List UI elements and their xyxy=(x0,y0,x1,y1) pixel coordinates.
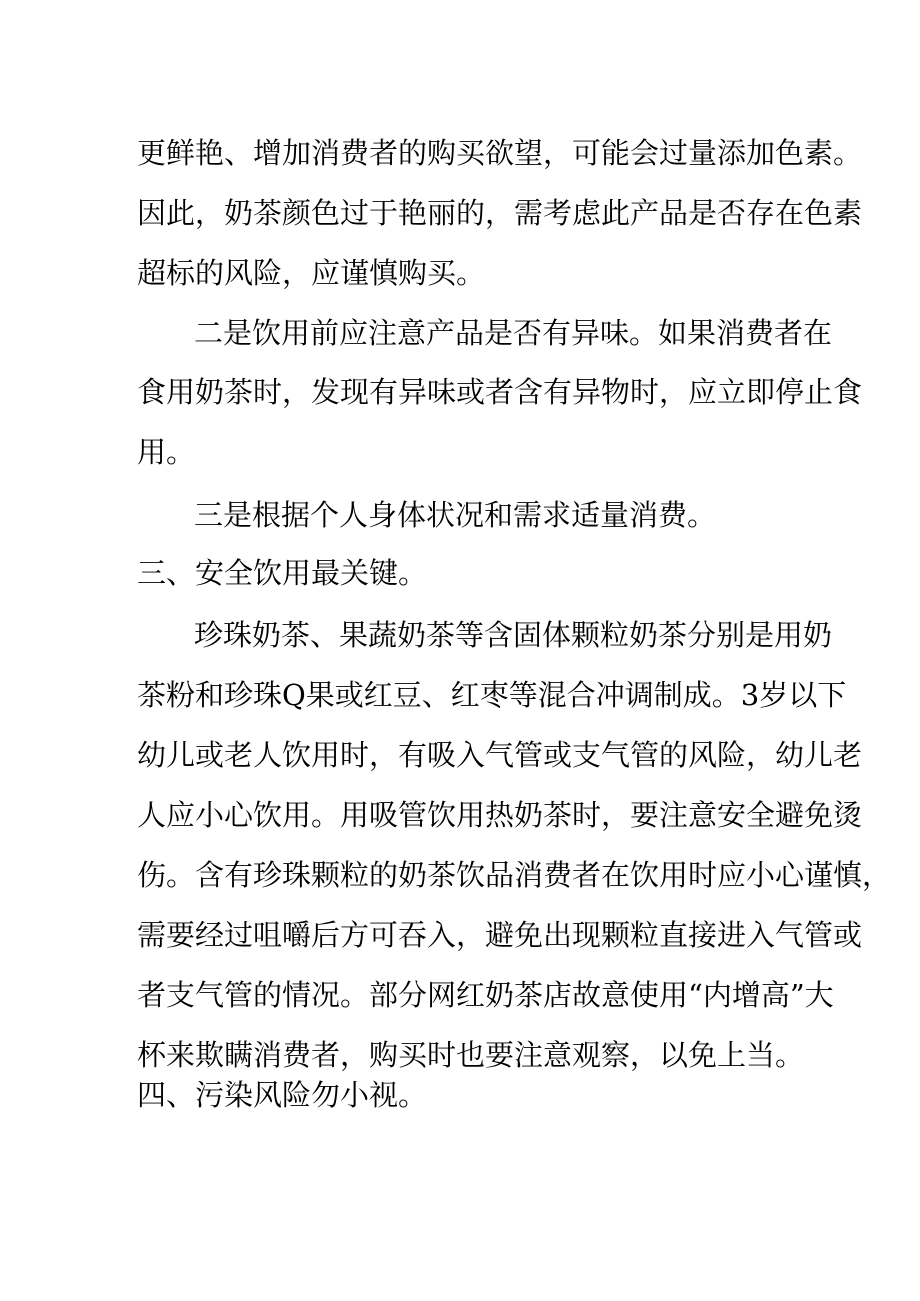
text-line: 更鲜艳、增加消费者的购买欲望，可能会过量添加色素。 xyxy=(137,136,863,170)
section-heading: 三、安全饮用最关键。 xyxy=(137,556,428,590)
text-line: 者支气管的情况。部分网红奶茶店故意使用“内增高”大 xyxy=(137,978,834,1012)
text-line: 杯来欺瞒消费者，购买时也要注意观察，以免上当。 xyxy=(137,1038,805,1072)
text-line: 茶粉和珍珠Q果或红豆、红枣等混合冲调制成。3岁以下 xyxy=(137,678,847,712)
text-line: 用。 xyxy=(137,435,196,469)
text-line: 幼儿或老人饮用时，有吸入气管或支气管的风险，幼儿老 xyxy=(137,738,863,772)
text-line: 二是饮用前应注意产品是否有异味。如果消费者在 xyxy=(194,316,833,350)
text-line: 伤。含有珍珠颗粒的奶茶饮品消费者在饮用时应小心谨慎， xyxy=(137,858,892,892)
text-line: 需要经过咀嚼后方可吞入，避免出现颗粒直接进入气管或 xyxy=(137,918,863,952)
text-line: 超标的风险，应谨慎购买。 xyxy=(137,256,486,290)
section-heading: 四、污染风险勿小视。 xyxy=(137,1078,428,1112)
text-line: 人应小心饮用。用吸管饮用热奶茶时，要注意安全避免烫 xyxy=(137,798,863,832)
text-line: 三是根据个人身体状况和需求适量消费。 xyxy=(194,498,717,532)
text-line: 因此，奶茶颜色过于艳丽的，需考虑此产品是否存在色素 xyxy=(137,196,863,230)
text-line: 食用奶茶时，发现有异味或者含有异物时，应立即停止食 xyxy=(137,375,863,409)
text-line: 珍珠奶茶、果蔬奶茶等含固体颗粒奶茶分别是用奶 xyxy=(194,618,833,652)
